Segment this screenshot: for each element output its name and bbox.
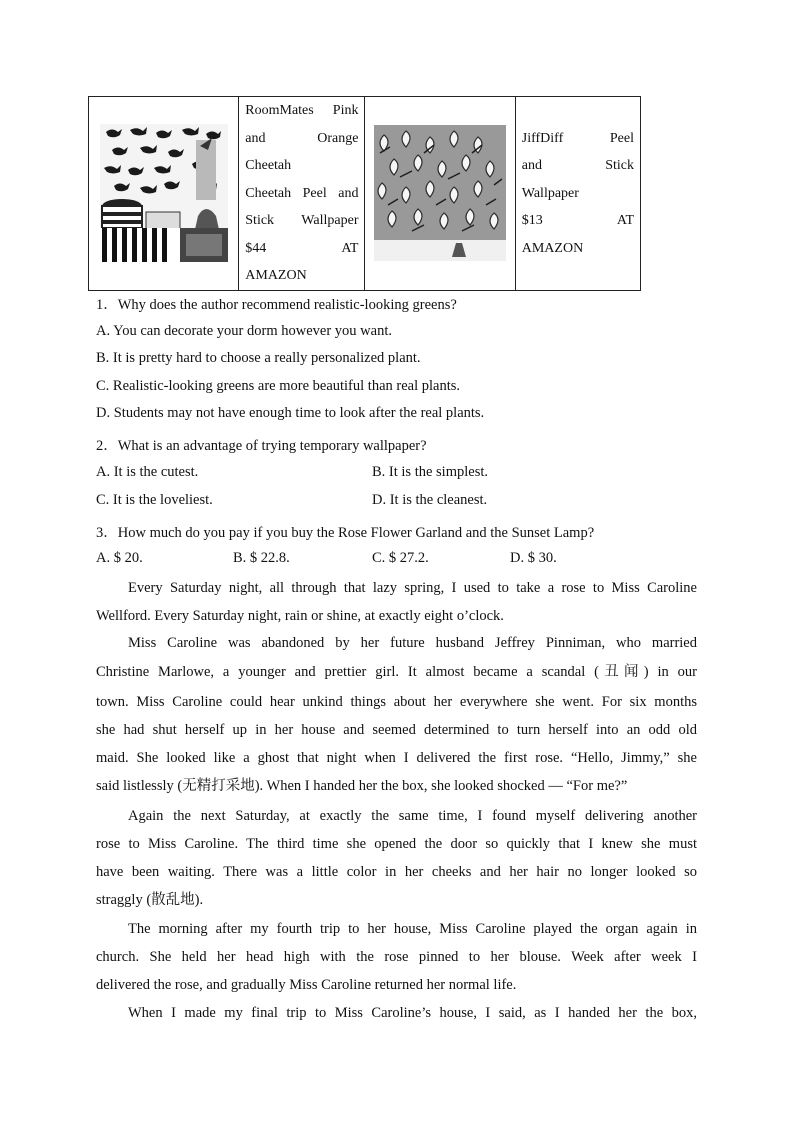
passage-line: Wellford. Every Saturday night, rain or shine, at exactly eight o’clock.: [96, 608, 504, 624]
question-3-stem: 3．How much do you pay if you buy the Rose Flower Garland and the Sunset Lamp?: [96, 525, 595, 541]
product-image-cell-1: [89, 97, 239, 291]
product-image-cell-2: [365, 97, 515, 291]
product-1-line: Cheetah Peel and: [245, 185, 359, 201]
passage-line: have been waiting. There was a little color in her cheeks and her hair no longer looked so: [96, 864, 697, 880]
passage-line: rose to Miss Caroline. The third time she opened the door so quickly that I knew she must: [96, 836, 697, 852]
product-1-line: and Orange: [245, 130, 359, 146]
product-1-line: RoomMates Pink: [245, 103, 359, 118]
question-1-option-a: A. You can decorate your dorm however you want.: [96, 323, 392, 339]
passage-line: The morning after my fourth trip to her house, Miss Caroline played the organ again in: [128, 921, 697, 937]
passage-line: said listlessly (无精打采地). When I handed her the box, she looked shocked — “For me?”: [96, 778, 628, 794]
passage-line: Miss Caroline was abandoned by her future husband Jeffrey Pinniman, who married: [128, 635, 697, 651]
product-2-store: AMAZON: [521, 240, 584, 256]
question-3-option-b: B. $ 22.8.: [233, 550, 290, 566]
leaf-wallpaper-image: [374, 125, 506, 261]
product-2-price: $13 AT: [521, 213, 634, 228]
product-1-price: $44 AT: [245, 240, 359, 256]
question-2-option-c: C. It is the loveliest.: [96, 492, 213, 508]
question-3-option-d: D. $ 30.: [510, 550, 557, 566]
question-1-option-c: C. Realistic-looking greens are more beautiful than real plants.: [96, 378, 460, 394]
product-row: [89, 97, 641, 291]
passage-line: straggly (散乱地).: [96, 892, 204, 908]
passage-line: delivered the rose, and gradually Miss Caroline returned her normal life.: [96, 977, 517, 993]
product-table: [88, 96, 641, 291]
question-3-option-c: C. $ 27.2.: [372, 550, 429, 566]
product-description-1: [239, 97, 365, 291]
product-description-2: [515, 97, 640, 291]
product-2-line: and Stick: [521, 158, 634, 173]
passage-line: Every Saturday night, all through that lazy spring, I used to take a rose to Miss Caroline: [128, 580, 697, 596]
question-1-option-b: B. It is pretty hard to choose a really personalized plant.: [96, 350, 421, 366]
passage-line: she had shut herself up in her house and seemed determined to turn herself into an odd old: [96, 722, 697, 738]
product-2-line: JiffDiff Peel: [521, 130, 634, 146]
passage-line: maid. She looked like a ghost that night when I delivered the first rose. “Hello, Jimmy,” she: [96, 750, 697, 766]
product-1-line: Stick Wallpaper: [245, 213, 359, 228]
passage-line: church. She held her head high with the rose pinned to her blouse. Week after week I: [96, 949, 697, 965]
product-2-line: Wallpaper: [521, 185, 579, 201]
question-2-option-a: A. It is the cutest.: [96, 464, 199, 480]
product-1-store: AMAZON: [245, 268, 307, 283]
question-2-option-b: B. It is the simplest.: [372, 464, 488, 480]
passage-line: Christine Marlowe, a younger and prettier girl. It almost became a scandal (丑闻) in our: [96, 664, 697, 680]
question-1-option-d: D. Students may not have enough time to look after the real plants.: [96, 405, 485, 421]
cheetah-wallpaper-image: [100, 124, 228, 262]
question-2-option-d: D. It is the cleanest.: [372, 492, 488, 508]
question-2-stem: 2．What is an advantage of trying temporary wallpaper?: [96, 438, 427, 454]
passage-line: Again the next Saturday, at exactly the same time, I found myself delivering another: [128, 808, 697, 824]
passage-line: town. Miss Caroline could hear unkind things about her everywhere she went. For six months: [96, 694, 697, 710]
question-3-option-a: A. $ 20.: [96, 550, 143, 566]
product-1-line: Cheetah: [245, 158, 292, 173]
passage-line: When I made my final trip to Miss Caroline’s house, I said, as I handed her the box,: [128, 1005, 697, 1021]
question-1-stem: 1．Why does the author recommend realistic-looking greens?: [96, 297, 457, 313]
